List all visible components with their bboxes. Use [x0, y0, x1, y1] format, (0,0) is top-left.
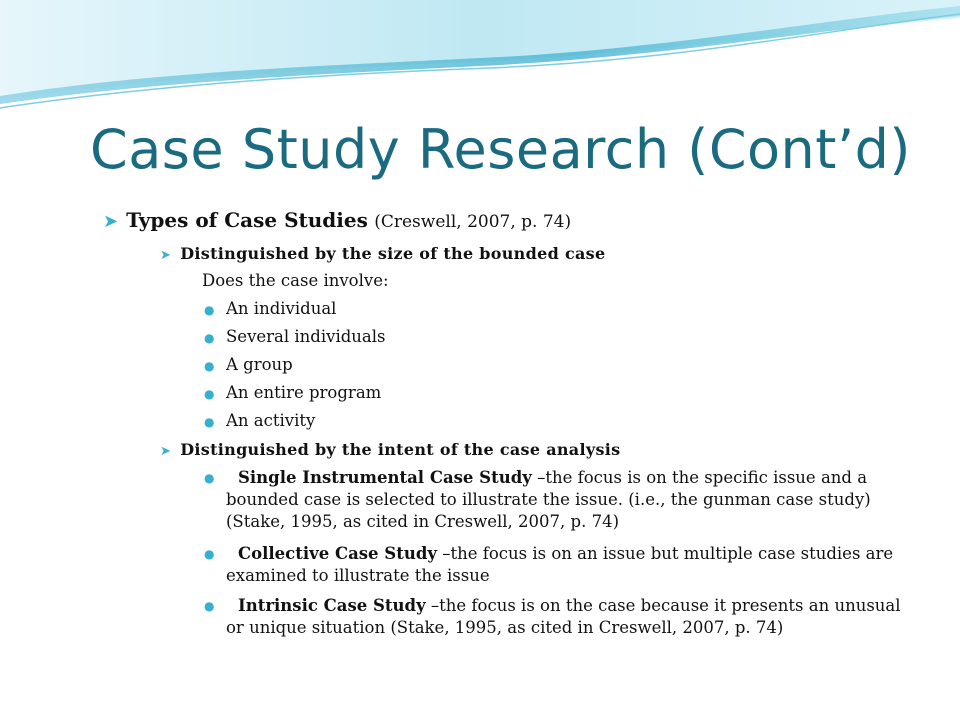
- case-type-term: Collective Case Study: [238, 544, 437, 563]
- main-bullet-lead: Types of Case Studies: [126, 208, 368, 232]
- case-type-item: [204, 467, 904, 533]
- case-type-item: [204, 543, 904, 587]
- list-item: [204, 299, 336, 318]
- case-type-description: –the focus is on the specific issue and a bounded case is selected to illustrate the issue. (i.e., the gunman case study) (Stake, 1995, as cited in Creswell, 2007, p. 74): [226, 468, 871, 531]
- dot-bullet-icon: ●: [204, 599, 215, 613]
- list-item-text: Several individuals: [226, 327, 386, 346]
- case-question: Does the case involve:: [202, 271, 389, 290]
- arrow-bullet-icon: ➤: [160, 248, 172, 263]
- dot-bullet-icon: ●: [204, 387, 215, 401]
- case-type-description: –the focus is on the case because it presents an unusual or unique situation (Stake, 1995, as cited in Creswell, 2007, p. 74): [226, 596, 901, 637]
- main-bullet: [103, 208, 571, 232]
- sub-heading-intent-text: Distinguished by the intent of the case analysis: [180, 440, 621, 459]
- main-bullet-citation: (Creswell, 2007, p. 74): [374, 212, 572, 232]
- case-type-term: Single Instrumental Case Study: [238, 468, 532, 487]
- dot-bullet-icon: ●: [204, 547, 215, 561]
- list-item: [204, 327, 386, 346]
- list-item-text: An individual: [226, 299, 337, 318]
- sub-heading-size: [160, 244, 605, 263]
- dot-bullet-icon: ●: [204, 471, 215, 485]
- list-item: [204, 383, 381, 402]
- dot-bullet-icon: ●: [204, 359, 215, 373]
- arrow-bullet-icon: ➤: [103, 211, 119, 232]
- list-item-text: An entire program: [226, 383, 382, 402]
- dot-bullet-icon: ●: [204, 415, 215, 429]
- case-type-term: Intrinsic Case Study: [238, 596, 426, 615]
- sub-heading-intent: [160, 440, 620, 459]
- list-item: [204, 411, 315, 430]
- dot-bullet-icon: ●: [204, 331, 215, 345]
- case-type-description: –the focus is on an issue but multiple case studies are examined to illustrate the issue: [226, 544, 894, 585]
- arrow-bullet-icon: ➤: [160, 444, 172, 459]
- case-type-item: [204, 595, 904, 639]
- slide-title: Case Study Research (Cont’d): [90, 118, 911, 181]
- list-item-text: A group: [226, 355, 293, 374]
- sub-heading-size-text: Distinguished by the size of the bounded case: [180, 244, 606, 263]
- list-item-text: An activity: [226, 411, 316, 430]
- dot-bullet-icon: ●: [204, 303, 215, 317]
- list-item: [204, 355, 293, 374]
